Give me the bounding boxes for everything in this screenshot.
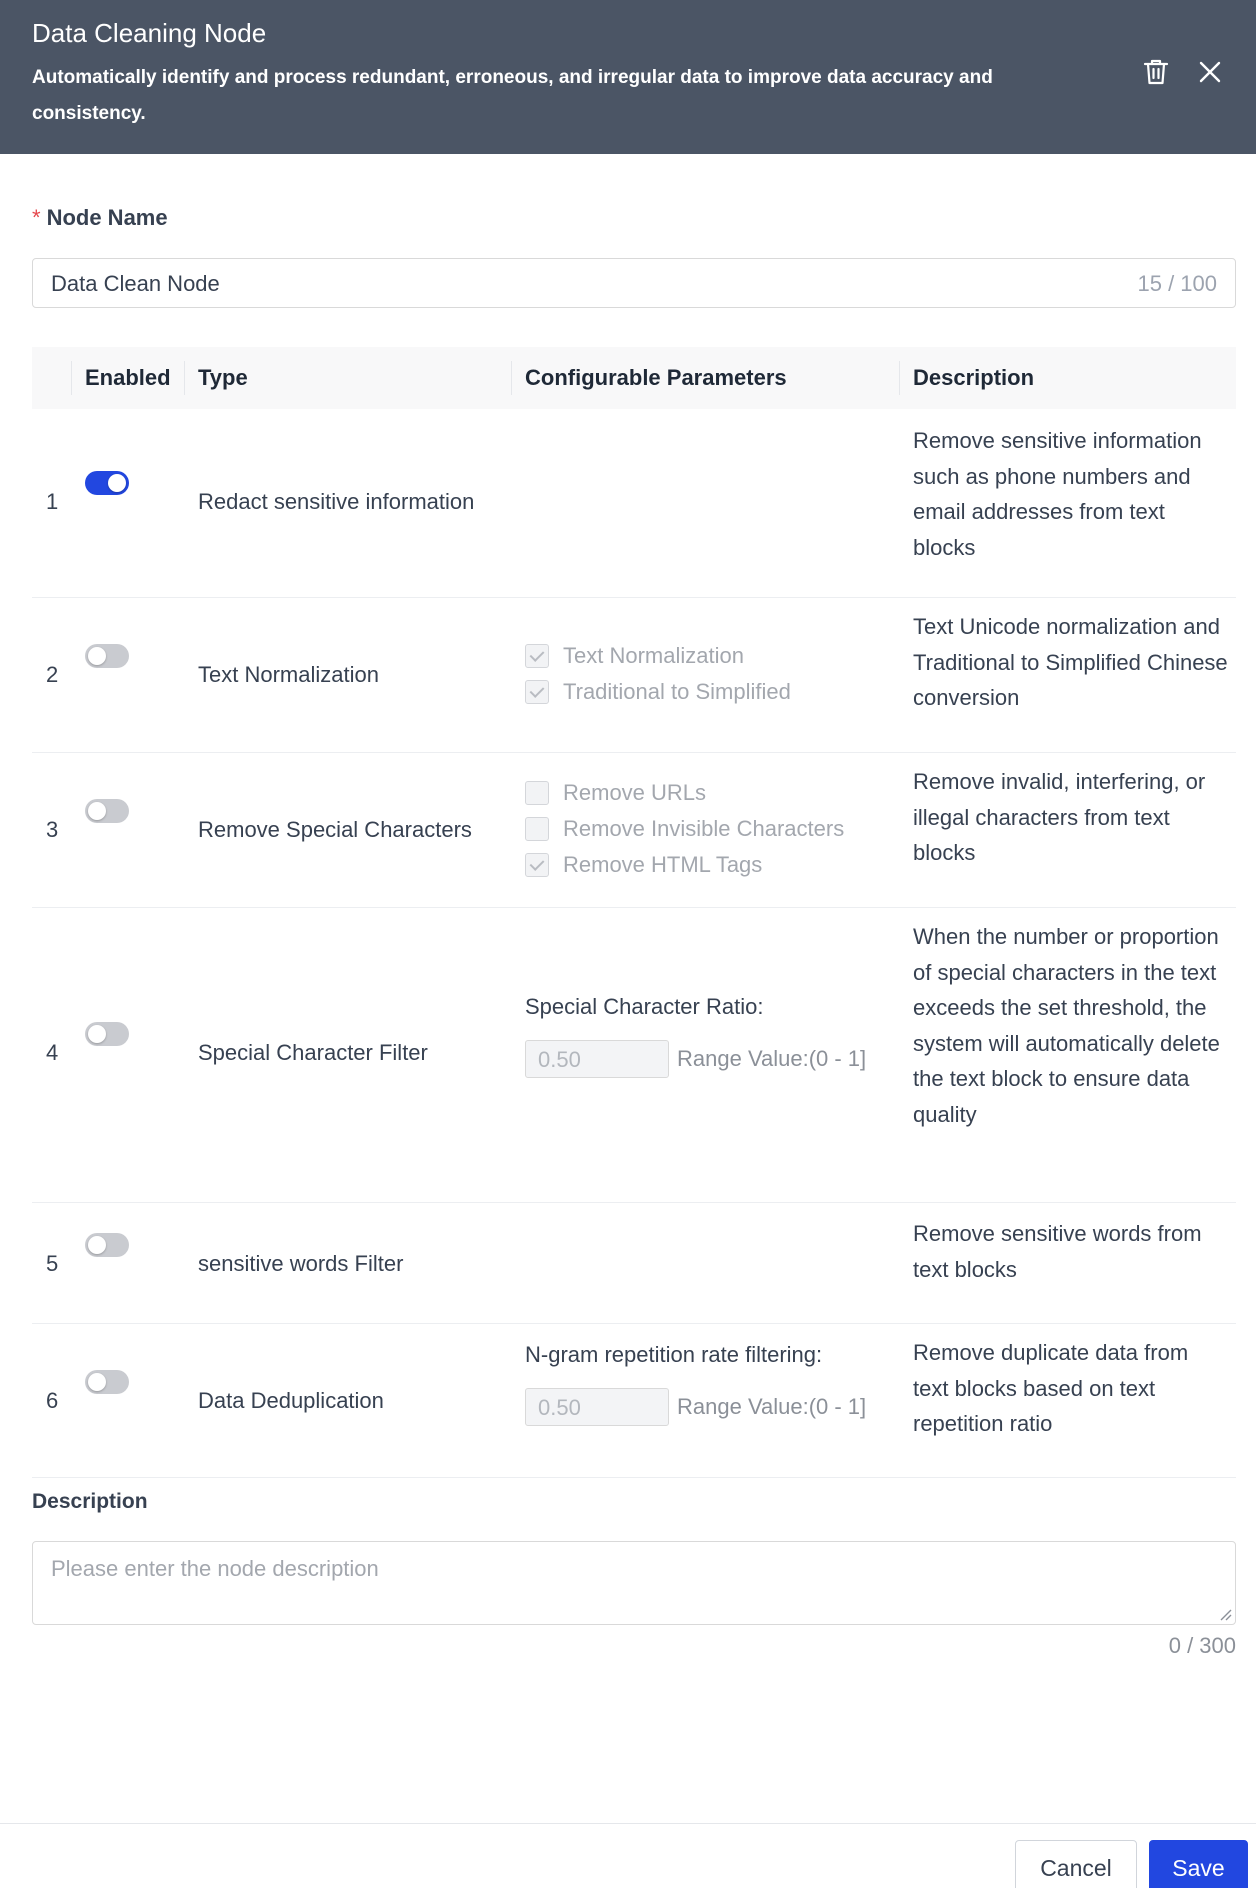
save-button[interactable]: Save (1149, 1840, 1248, 1888)
column-divider (899, 361, 900, 395)
trash-icon[interactable] (1138, 54, 1174, 90)
table-row (32, 409, 1236, 598)
node-name-label (32, 205, 168, 231)
checkbox[interactable] (525, 644, 549, 668)
param-label: Special Character Ratio: (525, 994, 764, 1019)
option-remove-html-tags[interactable] (525, 847, 844, 883)
checkbox[interactable] (525, 817, 549, 841)
row-params (525, 1342, 866, 1426)
modal-header (0, 0, 1256, 154)
option-remove-invisible-characters[interactable] (525, 811, 844, 847)
checkbox[interactable] (525, 781, 549, 805)
cleaning-rules-table (32, 347, 1236, 1478)
enabled-toggle[interactable] (85, 1233, 129, 1257)
enabled-toggle[interactable] (85, 1022, 129, 1046)
node-name-value: Data Clean Node (51, 271, 220, 296)
checkbox-label: Remove HTML Tags (563, 852, 763, 877)
modal-subtitle: Automatically identify and process redundant, erroneous, and irregular data to improve data accuracy and consistency. (32, 67, 993, 124)
header-description: Description (913, 365, 1035, 390)
row-params (525, 994, 866, 1078)
node-name-label-text: Node Name (46, 205, 168, 230)
checkbox-label: Text Normalization (563, 643, 744, 668)
row-number: 5 (46, 1251, 59, 1276)
toggle-knob (88, 802, 106, 820)
row-description: Remove sensitive information such as phone numbers and email addresses from text blocks (913, 428, 1202, 560)
ratio-input[interactable]: 0.50 (525, 1040, 669, 1078)
checkbox-label: Remove URLs (563, 780, 707, 805)
row-number: 2 (46, 662, 59, 687)
row-description: When the number or proportion of special characters in the text exceeds the set threshold, the system will automatically delete the text block to ensure data quality (913, 924, 1220, 1127)
row-params (525, 638, 791, 710)
row-description: Remove duplicate data from text blocks based on text repetition ratio (913, 1340, 1189, 1436)
toggle-knob (88, 647, 106, 665)
toggle-knob (88, 1025, 106, 1043)
table-row (32, 1203, 1236, 1324)
close-icon[interactable] (1192, 54, 1228, 90)
row-number: 6 (46, 1388, 59, 1413)
enabled-toggle[interactable] (85, 799, 129, 823)
column-divider (511, 361, 512, 395)
header-enabled: Enabled (85, 365, 171, 390)
option-remove-urls[interactable] (525, 775, 844, 811)
resize-grip-icon[interactable] (1218, 1607, 1232, 1621)
footer-divider (0, 1823, 1256, 1824)
modal-title: Data Cleaning Node (32, 18, 267, 48)
checkbox-label: Remove Invisible Characters (563, 816, 845, 841)
table-row (32, 908, 1236, 1203)
enabled-toggle[interactable] (85, 471, 129, 495)
column-divider (184, 361, 185, 395)
row-description: Text Unicode normalization and Traditional to Simplified Chinese conversion (913, 614, 1228, 710)
range-hint: Range Value:(0 - 1] (677, 1394, 867, 1419)
description-textarea[interactable] (32, 1541, 1236, 1625)
description-label: Description (32, 1490, 148, 1513)
header-params: Configurable Parameters (525, 365, 787, 390)
table-row (32, 753, 1236, 908)
table-header (32, 347, 1236, 409)
row-type: Text Normalization (198, 662, 379, 687)
node-name-char-count: 15 / 100 (1137, 271, 1217, 296)
toggle-knob (88, 1236, 106, 1254)
header-type: Type (198, 365, 248, 390)
range-hint: Range Value:(0 - 1] (677, 1046, 867, 1071)
row-params (525, 775, 844, 883)
row-description: Remove sensitive words from text blocks (913, 1221, 1202, 1282)
checkbox[interactable] (525, 680, 549, 704)
row-type: Redact sensitive information (198, 489, 475, 514)
checkbox[interactable] (525, 853, 549, 877)
checkbox-label: Traditional to Simplified (563, 679, 791, 704)
enabled-toggle[interactable] (85, 644, 129, 668)
row-number: 1 (46, 489, 59, 514)
param-label: N-gram repetition rate filtering: (525, 1342, 823, 1367)
node-name-input[interactable] (32, 258, 1236, 308)
table-row (32, 598, 1236, 753)
table-row (32, 1324, 1236, 1478)
enabled-toggle[interactable] (85, 1370, 129, 1394)
row-description: Remove invalid, interfering, or illegal characters from text blocks (913, 769, 1206, 865)
required-mark: * (32, 205, 41, 230)
row-number: 4 (46, 1040, 59, 1065)
description-placeholder: Please enter the node description (51, 1556, 379, 1581)
cancel-button[interactable]: Cancel (1015, 1840, 1137, 1888)
row-type: sensitive words Filter (198, 1251, 404, 1276)
option-traditional-to-simplified[interactable] (525, 674, 791, 710)
row-type: Special Character Filter (198, 1040, 428, 1065)
description-char-count: 0 / 300 (1168, 1633, 1236, 1658)
row-type: Data Deduplication (198, 1388, 384, 1413)
toggle-knob (88, 1373, 106, 1391)
toggle-knob (108, 474, 126, 492)
row-number: 3 (46, 817, 59, 842)
column-divider (71, 361, 72, 395)
row-type: Remove Special Characters (198, 817, 472, 842)
repetition-rate-input[interactable]: 0.50 (525, 1388, 669, 1426)
option-text-normalization[interactable] (525, 638, 791, 674)
